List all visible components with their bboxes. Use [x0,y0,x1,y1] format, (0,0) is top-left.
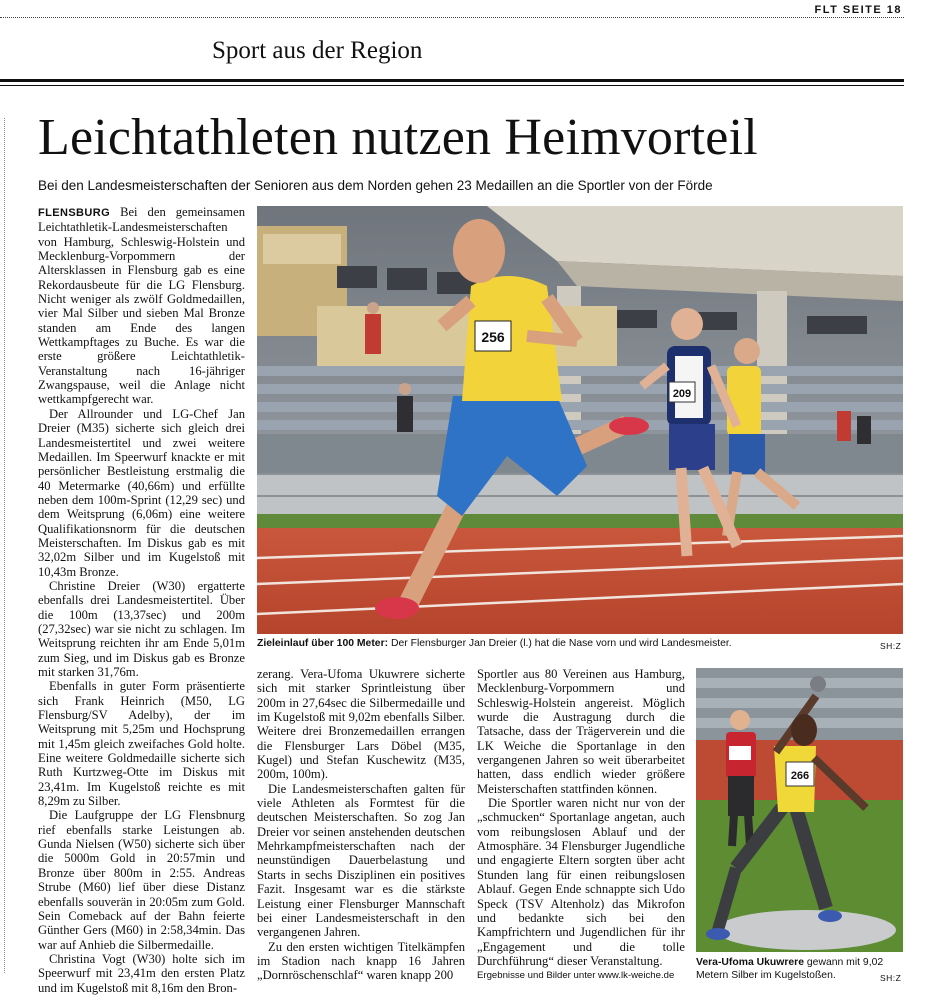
athlete-bib-266: 266 [790,770,810,782]
body-paragraph: Die Laufgruppe der LG Flensbnurg rief ebenfalls starke Leistungen ab. Gunda Nielsen (W50) sicherte sich über die 5000m Gold in 20:57min und Bronze über 800m in 2:55. Andreas Strube (M60) lief über diese Distanz ebenfalls souverän in 20:05m zum Gold. Sein Comeback auf der Bahn feierte Günther Gers (M60) in 2:58,34min. Das war auf Anhieb die Silbermedaille. [38,808,245,952]
main-photo-credit: SH:Z [880,641,902,651]
results-note: Ergebnisse und Bilder unter www.lk-weiche.de [477,970,675,981]
article-column-1 [38,205,245,995]
main-caption-lead: Zieleinlauf über 100 Meter: [257,638,389,649]
section-rule-thin [0,85,904,86]
article-headline: Leichtathleten nutzen Heimvorteil [38,109,758,166]
body-paragraph: Der Allrounder und LG-Chef Jan Dreier (M35) sicherte sich gleich drei Landesmeistertitel und zwei weitere Medaillen. Im Speerwurf knackte er mit persönlicher Bestleistung erstmalig die 40 Metermarke (40,66m) und erfüllte neben dem 100m-Sprint (12,29 sec) und dem Weitsprung (6,06m) eine weitere Qualifikationsnorm für die deutschen Meisterschaften. Im Diskus gab es mit 32,02m Silber und im Kugelstoß mit 10,43m Bronze. [38,406,245,579]
section-rule-thick [0,79,904,82]
article-column-2 [257,667,465,989]
body-paragraph: Die Landesmeisterschaften galten für viele Athleten als Formtest für die deutschen Meisterschaften. So zog Jan Dreier vor seinen anstehenden deutschen Mehrkampfmeisterschaften nach der neunstündigen Dauerbelastung und Starts in sechs Disziplinen ein positives Fazit. Insgesamt war es die stärkste Leistung einer Flensburger Mannschaft bei einer Landesmeisterschaft in den vergangenen Jahren. [257,781,465,940]
runner-bib-209: 209 [672,388,692,400]
sprint-photo-illustration [257,206,903,634]
body-paragraph: zerang. Vera-Ufoma Ukuwrere sicherte sich mit starker Sprintleistung über 200m in 27,64sec die Silbermedaille und im Kugelstoß mit 9,02m ebenfalls Silber. Weitere drei Bronzemedaillen errangen die Flensburger Lars Döbel (M35, Kugel) und Stefan Kuschewitz (M35, 200m, 100m). [257,667,465,782]
side-photo-shot-put [696,668,903,952]
top-dotted-rule [0,17,904,18]
author-sign-off [654,968,685,969]
shot-put-photo-illustration [696,668,903,952]
side-photo-caption [696,956,896,982]
body-paragraph: Christine Dreier (W30) ergatterte ebenfalls drei Landesmeistertitel. Über die 100m (13,37sec) und 200m (27,32sec) war sie nicht zu schlagen. Im Weitsprung reichten ihr am Ende 5,01m zum Sieg, und im Diskus gab es Bronze mit starken 31,76m. [38,578,245,679]
lead-text: Bei den gemeinsamen Leichtathletik-Landesmeisterschaften von Hamburg, Schleswig-Holstein und Mecklenburg-Vorpommern der Altersklassen in Flensburg gab es eine Rekordausbeute für die LG Flensburg. Nicht weniger als zwölf Goldmedaillen, vier Mal Silber und sieben Mal Bronze standen am Ende des langen Wettkampftages zu Buche. Es war die erste größere Leichtathletik-Veranstaltung nach 16-jähriger Zwangspause, weil die Anlage nicht wettkampfgerecht war. [38,205,245,407]
margin-dotted-rule [4,118,5,973]
body-paragraph: Christina Vogt (W30) holte sich im Speerwurf mit 23,41m den ersten Platz und im Kugelstoß mit 8,16m den Bron- [38,951,245,995]
page-reference: FLT SEITE 18 [814,4,902,16]
body-paragraph: Sportler aus 80 Vereinen aus Hamburg, Mecklenburg-Vorpommern und Schleswig-Holstein angereist. Möglich wurde die Austragung durch die Tatsache, dass der Trägerverein und die LK Weiche die Sportanlage in den vergangenen Jahren so weit überarbeitet hatten, dass endlich wieder größere Meisterschaften stattfinden können. [477,667,685,796]
side-caption-lead: Vera-Ufoma Ukuwrere [696,957,804,968]
section-title: Sport aus der Region [212,37,423,64]
dateline: FLENSBURG [38,207,111,219]
side-photo-credit: SH:Z [880,973,902,983]
runner-bib-256: 256 [481,329,505,345]
side-caption-text: gewann mit 9,02 Metern Silber im Kugelstoßen. [696,957,884,981]
body-paragraph: Zu den ersten wichtigen Titelkämpfen im Stadion nach knapp 16 Jahren „Dornröschenschlaf“ waren knapp 200 [257,939,465,983]
article-column-3 [477,667,685,969]
body-paragraph [477,796,685,968]
main-photo-caption [257,637,857,650]
closing-paragraph-text: Die Sportler waren nicht nur von der „schmucken“ Sportanlage angetan, auch vom reibungslosen Ablauf und der Atmosphäre. 34 Flensburger Jugendliche und engagierte Eltern sorgten über acht Stunden lang für einen reibungslosen Ablauf. Gegen Ende schnappte sich Udo Speck (TSV Altenholz) das Mikrofon und bedankte sich bei den Kampfrichtern und Jugendlichen für ihr „Engagement und die tolle Durchführung“ dieser Veranstaltung. [477,796,685,968]
article-subheadline: Bei den Landesmeisterschaften der Senioren aus dem Norden gehen 23 Medaillen an die Sportler von der Förde [38,178,713,193]
main-photo-sprint-finish [257,206,903,634]
lead-paragraph [38,205,245,407]
body-paragraph: Ebenfalls in guter Form präsentierte sich Frank Heinrich (M50, LG Flensburg/SV Adelby), der im Weitsprung mit 5,25m und Hochsprung mit 1,45m gleich zweifaches Gold holte. Eine weitere Goldmedaille sicherte sich Ruth Kurtzweg-Otte im Diskus mit 23,41m. Im Kugelstoß reichte es mit 8,29m zu Silber. [38,679,245,809]
main-caption-text: Der Flensburger Jan Dreier (l.) hat die Nase vorn und wird Landesmeister. [388,638,732,649]
